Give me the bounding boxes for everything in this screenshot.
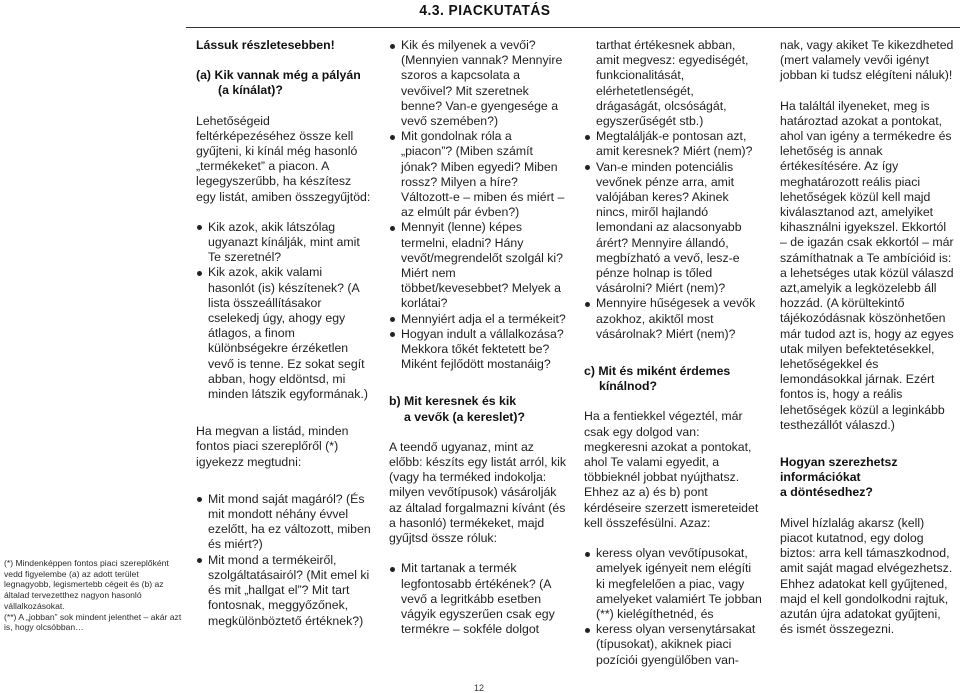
paragraph: Ha találtál ilyeneket, meg is határoztad azokat a pontokat, ahol van igény a termékedre és lehetőség is annak értékesítésére. Az így meghatározott reális piaci lehetőségek közül kell majd kiválasztanod azt, amelyiket kihasználni igyekszel. Ekkortól – de igazán csak ekkortól – már számíthatnak a Te ambícióid is: a lehetséges utak közül válaszd azt,amelyik a legközelebb áll hozzád. (A körültekintő tájékozódásnak köszönhetően már tudod azt is, hogy az egyes utak milyen befektetésekkel, lehetőségekkel és lemondásokkal járnak. Ezért fontos is, hogy a reális lehetőségek közül a leginkább testhezállót válaszd.) — [780, 98, 954, 432]
heading-b-line1: b) Mit keresnek és kik — [389, 394, 517, 409]
heading-a-line1: (a) Kik vannak még a pályán — [196, 68, 361, 83]
paragraph: A teendő ugyanaz, mint az előbb: készíts egy listát arról, kik (vagy ha terméked indokolja: milyen vevőtípusok) vásárolják az általad forgalmazni kívánt (és a hasonló) termékeket, majd gyűjtsd össze róluk: — [389, 439, 567, 546]
text-column-1 — [196, 38, 372, 629]
paragraph: tarthat értékesnek abban, amit megvesz: egyediségét, funkcionalitását, elérhetetlenségét, drágaságát, olcsóságát, egyszerűségét stb.) — [596, 38, 749, 129]
bullet-item: Mit gondolnak róla a „piacon”? (Miben számít jónak? Miben egyedi? Miben rossz? Milyen a híre? Változott-e – miben és miért – az elmúlt pár évben?) — [389, 129, 566, 220]
section-title: 4.3. PIACKUTATÁS — [418, 2, 550, 19]
side-footnotes — [4, 558, 184, 633]
heading-info-line2: információkat — [780, 470, 861, 485]
bullet-item: Megtalálják-e pontosan azt, amit keresnek? Miért (nem)? — [584, 129, 762, 159]
footnote-2: (**) A „jobban” sok mindent jelenthet – akár azt is, hogy olcsóbban… — [4, 611, 182, 633]
intro-heading: Lássuk részletesebben! — [196, 38, 335, 52]
paragraph: Ha a fentiekkel végeztél, már csak egy dolgod van: megkeresni azokat a pontokat, ahol Te valami egyedit, a többieknél jobbat nyújthatsz. Ehhez az a) és b) pont kérdéseire szerzett ismereteidet kell összefésülni. Azaz: — [584, 409, 759, 530]
bullet-item: Mit mond a termékeiről, szolgáltatásairól? (Mit emel ki és mit „hallgat el”? Mit tart fontosnak, meggyőzőnek, megkülönböztető értéknek?) — [196, 553, 372, 629]
bullet-item: keress olyan vevőtípusokat, amelyek igényeit nem elégíti ki megfelelően a piac, vagy amelyeket valamiért Te jobban (**) kielégíthetnéd, és — [584, 546, 762, 622]
bullet-item: Mit mond saját magáról? (És mit mondott néhány évvel ezelőtt, ha ez változott, miben és miért?) — [196, 492, 372, 553]
bullet-item: Kik azok, akik látszólag ugyanazt kínálják, mint amit Te szeretnél? — [196, 220, 372, 266]
heading-b-line2: a vevők (a kereslet)? — [404, 409, 525, 424]
paragraph: Ha megvan a listád, minden fontos piaci szereplőről (*) igyekezz megtudni: — [196, 424, 349, 469]
text-column-3 — [584, 38, 762, 668]
heading-info-line3: a döntésedhez? — [780, 485, 873, 500]
bullet-item: Kik azok, akik valami hasonlót (is) készítenek? (A lista összeállításakor cselekedj úgy, ahogy egy átlagos, a finom különbségekre érzéketlen vevő is tenne. Ez sokat segít abban, hogy eldöntsd, mi minden látszik egyformának.) — [196, 265, 372, 402]
bullet-item: Mennyit (lenne) képes termelni, eladni? Hány vevőt/megrendelőt szolgál ki? Miért nem többet/kevesebbet? Melyek a korlátai? — [389, 220, 566, 311]
heading-a-line2: (a kínálat)? — [218, 83, 283, 98]
page-number: 12 — [474, 683, 485, 693]
heading-c-line2: kínálnod? — [599, 379, 658, 394]
bullet-item: Kik és milyenek a vevői? (Mennyien vannak? Mennyire szoros a kapcsolata a vevőivel? Mit szeretnek benne? Van-e gyengesége a vevő szemében?) — [389, 38, 566, 129]
text-column-4 — [780, 38, 956, 637]
heading-c-line1: c) Mit és miként érdemes — [584, 364, 731, 379]
bullet-item: Van-e minden potenciális vevőnek pénze arra, amit valójában keres? Akinek nincs, miről hajlandó lemondani az alacsonyabb árért? Mennyire állandó, megbízható a vevő, lesz-e pénze holnap is tőled vásárolni? Miért (nem)? — [584, 160, 762, 297]
heading-info-line1: Hogyan szerezhetsz — [780, 455, 898, 470]
footnote-1: (*) Mindenképpen fontos piaci szereplőként vedd figyelembe (a) az adott terület legnagyobb, legismertebb cégeit és (b) az általad tervezetthez nagyon hasonló vállalkozásokat. — [4, 558, 169, 611]
text-column-2 — [389, 38, 566, 637]
paragraph: Mivel hízlalág akarsz (kell) piacot kutatnod, egy dolog biztos: arra kell támaszkodnod, amit saját magad elvégezhetsz. Ehhez adatokat kell gyűjtened, majd el kell gondolkodni rajtuk, azután újra adatokat gyűjteni, és ismét összegezni. — [780, 515, 953, 637]
bullet-item: Mennyire hűségesek a vevők azokhoz, akiktől most vásárolnak? Miért (nem)? — [584, 296, 762, 342]
bullet-item: Mit tartanak a termék legfontosabb értékének? (A vevő a legritkább esetben vágyik egyszerűen csak egy termékre – sokféle dolgot — [389, 561, 566, 637]
bullet-item: Mennyiért adja el a termékeit? — [389, 312, 566, 327]
paragraph: nak, vagy akiket Te kikezdheted (mert valamely vevői igényt jobban ki tudsz elégíteni náluk)! — [780, 38, 954, 83]
header-rule — [186, 27, 960, 28]
bullet-item: keress olyan versenytársakat (típusokat), akiknek piaci pozíciói gyengülőben van- — [584, 622, 762, 668]
paragraph: Lehetőségeid feltérképezéséhez össze kell gyűjteni, ki kínál még hasonló „termékeket” a piacon. A legegyszerűbb, ha készítesz egy listát, amiben összegyűjtöd: — [196, 113, 371, 204]
bullet-item: Hogyan indult a vállalkozása? Mekkora tőkét fektetett be? Miként fejlődött mostanáig? — [389, 327, 566, 373]
